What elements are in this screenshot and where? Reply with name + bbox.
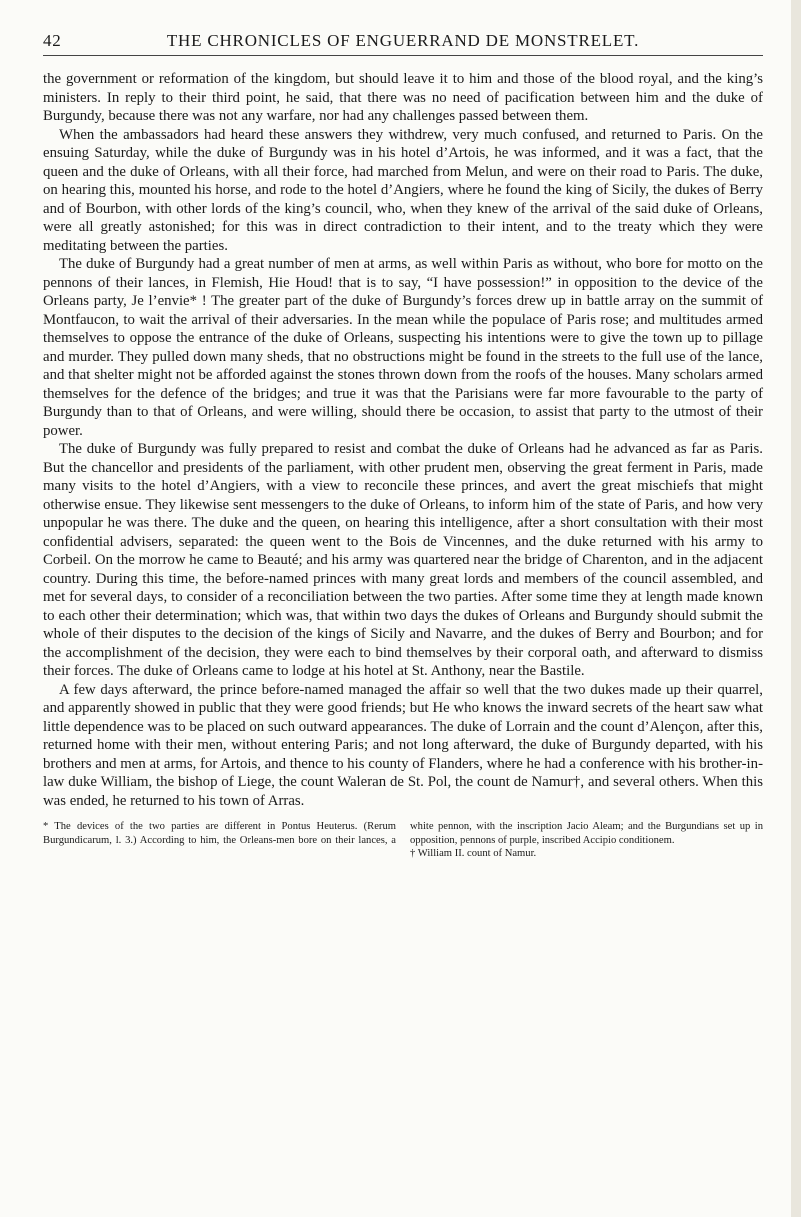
- paragraph: When the ambassadors had heard these answers they withdrew, very much confused, and returned to Paris. On the ensuing Saturday, while the duke of Burgundy was in his hotel d’Artois, he was informed, and it was a fact, that the queen and the duke of Orleans, with all their force, had marched from Melun, and were on their road to Paris. The duke, on hearing this, mounted his horse, and rode to the hotel d’Angiers, where he found the king of Sicily, the dukes of Berry and of Bourbon, with other lords of the king’s council, who, when they knew of the arrival of the said duke of Orleans, were all greatly astonished; for this was in direct contradiction to their intent, and to the treaty which they were meditating between the parties.: [43, 126, 763, 254]
- book-page: [43, 31, 763, 861]
- paragraph: A few days afterward, the prince before-named managed the affair so well that the two dukes made up their quarrel, and apparently showed in public that they were good friends; but He who knows the inward secrets of the heart saw what little dependence was to be placed on such outward appearances. The duke of Lorrain and the count d’Alençon, after this, returned home with their men, without entering Paris; and not long afterward, the duke of Burgundy departed, with his brothers and men at arms, for Artois, and thence to his county of Flanders, where he had a conference with his brother-in-law duke William, the bishop of Liege, the count Waleran de St. Pol, the count de Namur†, and several others. When this was ended, he returned to his town of Arras.: [43, 681, 763, 809]
- footnote: * The devices of the two parties are different in Pontus Heuterus. (Rerum Burgundicarum, l. 3.) According to him, the Orleans-men bore on their lances, a white pennon, with the inscription Jacio Aleam; and the Burgundians set up in opposition, pennons of purple, inscribed Accipio conditionem.: [43, 821, 763, 846]
- page-edge-shadow: [791, 0, 801, 1217]
- body-text: [43, 70, 763, 810]
- footnotes: [43, 820, 763, 861]
- footnote: † William II. count of Namur.: [410, 848, 537, 859]
- paragraph: The duke of Burgundy was fully prepared to resist and combat the duke of Orleans had he advanced as far as Paris. But the chancellor and presidents of the parliament, with other prudent men, observing the great ferment in Paris, made many visits to the hotel d’Angiers, with a view to reconcile these princes, and avert the great mischiefs that might otherwise ensue. They likewise sent messengers to the duke of Orleans, to inform him of the state of Paris, and how very unpopular he was there. The duke and the queen, on hearing this intelligence, after a short consultation with their most confidential advisers, separated: the queen went to the Bois de Vincennes, and the duke returned with his army to Corbeil. On the morrow he came to Beauté; and his army was quartered near the bridge of Charenton, and in the adjacent country. During this time, the before-named princes with many great lords and members of the council assembled, and met for several days, to consider of a reconciliation between the two parties. After some time they at length made known to each other their determination; which was, that within two days the dukes of Orleans and Burgundy should submit the whole of their disputes to the decision of the kings of Sicily and Navarre, and the dukes of Berry and Bourbon; and for the accomplishment of the decision, they were each to bind themselves by their corporal oath, and afterward to dismiss their forces. The duke of Orleans came to lodge at his hotel at St. Anthony, near the Bastile.: [43, 441, 763, 679]
- paragraph: the government or reformation of the kingdom, but should leave it to him and those of the blood royal, and the king’s ministers. In reply to their third point, he said, that there was no need of pacification between him and the duke of Burgundy, because there was not any warfare, nor had any challenges passed between them.: [43, 71, 763, 124]
- paragraph: The duke of Burgundy had a great number of men at arms, as well within Paris as without, who bore for motto on the pennons of their lances, in Flemish, Hie Houd! that is to say, “I have possession!” in opposition to the device of the Orleans party, Je l’envie* ! The greater part of the duke of Burgundy’s forces drew up in battle array on the summit of Montfaucon, to wait the arrival of their adversaries. In the mean while the populace of Paris rose; and multitudes armed themselves to oppose the entrance of the duke of Orleans, suspecting his intentions were to give the town up to pillage and murder. They pulled down many sheds, that no obstructions might be found in the streets to the full use of the lance, and that shelter might not be afforded against the stones thrown down from the roofs of the houses. Many scholars armed themselves for the defence of the bridges; and true it was that the Parisians were far more favourable to the party of Burgundy than to that of Orleans, and were willing, should there be occasion, to assist that party to the utmost of their power.: [43, 256, 763, 439]
- running-header: [43, 31, 763, 56]
- running-title: THE CHRONICLES OF ENGUERRAND DE MONSTRELET.: [166, 31, 640, 50]
- page-number: 42: [43, 31, 62, 50]
